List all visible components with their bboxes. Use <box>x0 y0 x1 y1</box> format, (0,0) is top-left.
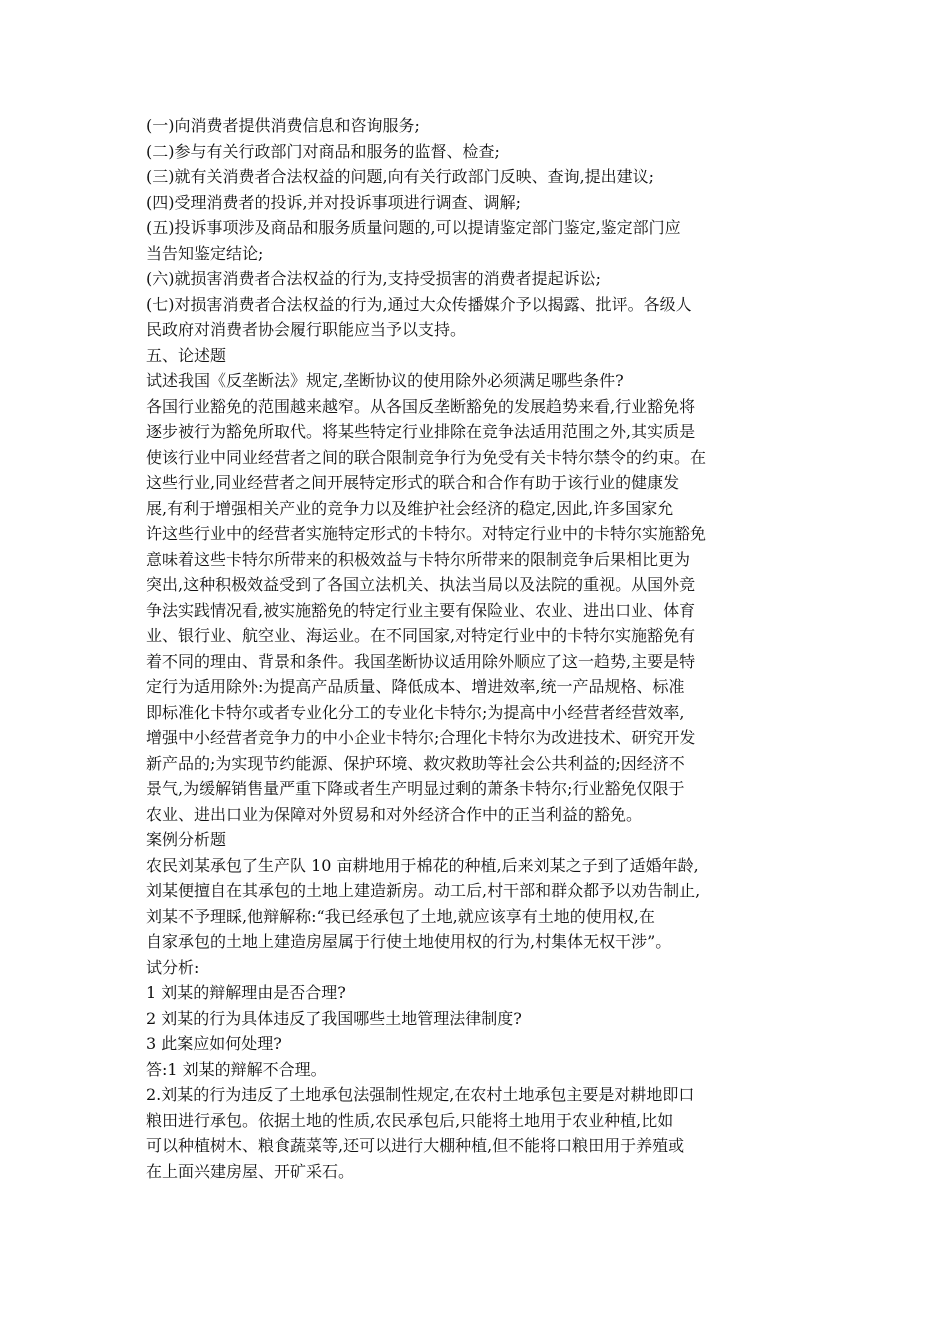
text-line: 在上面兴建房屋、开矿采石。 <box>146 1161 355 1181</box>
text-line: (五)投诉事项涉及商品和服务质量问题的,可以提请鉴定部门鉴定,鉴定部门应 <box>146 218 681 237</box>
text-line: 刘某不予理睬,他辩解称:“我已经承包了土地,就应该享有土地的使用权,在 <box>146 906 655 926</box>
text-line: 2.刘某的行为违反了土地承包法强制性规定,在农村土地承包主要是对耕地即口 <box>146 1085 695 1104</box>
text-line: 新产品的;为实现节约能源、保护环境、救灾救助等社会公共利益的;因经济不 <box>146 753 685 773</box>
essay-question: 试述我国《反垄断法》规定,垄断协议的使用除外必须满足哪些条件? <box>146 371 624 390</box>
text-line: 逐步被行为豁免所取代。将某些特定行业排除在竞争法适用范围之外,其实质是 <box>146 422 696 441</box>
text-line: 自家承包的土地上建造房屋属于行使土地使用权的行为,村集体无权干涉”。 <box>146 932 672 951</box>
answer-line: 答:1 刘某的辩解不合理。 <box>146 1059 327 1079</box>
text-line: (三)就有关消费者合法权益的问题,向有关行政部门反映、查询,提出建议; <box>146 167 655 186</box>
text-line: 许这些行业中的经营者实施特定形式的卡特尔。对特定行业中的卡特尔实施豁免 <box>146 524 707 543</box>
text-line: 定行为适用除外:为提高产品质量、降低成本、增进效率,统一产品规格、标准 <box>146 677 685 696</box>
document-body <box>146 113 811 1184</box>
text-line: (六)就损害消费者合法权益的行为,支持受损害的消费者提起诉讼; <box>146 269 601 288</box>
text-line: 民政府对消费者协会履行职能应当予以支持。 <box>146 320 467 339</box>
text-line: (二)参与有关行政部门对商品和服务的监督、检查; <box>146 141 500 161</box>
text-line: 即标准化卡特尔或者专业化分工的专业化卡特尔;为提高中小经营者经营效率, <box>146 702 685 722</box>
text-line: 增强中小经营者竞争力的中小企业卡特尔;合理化卡特尔为改进技术、研究开发 <box>146 728 696 747</box>
text-line: 着不同的理由、背景和条件。我国垄断协议适用除外顺应了这一趋势,主要是特 <box>146 651 696 671</box>
section-heading-essay: 五、论述题 <box>146 345 227 365</box>
text-line: 试分析: <box>146 957 200 977</box>
section-heading-case: 案例分析题 <box>146 830 227 849</box>
question-item: 2 刘某的行为具体违反了我国哪些土地管理法律制度? <box>146 1008 522 1028</box>
text-line: 各国行业豁免的范围越来越窄。从各国反垄断豁免的发展趋势来看,行业豁免将 <box>146 396 696 416</box>
text-line: 景气,为缓解销售量严重下降或者生产明显过剩的萧条卡特尔;行业豁免仅限于 <box>146 779 685 798</box>
text-line: 农民刘某承包了生产队 10 亩耕地用于棉花的种植,后来刘某之子到了适婚年龄, <box>146 855 699 875</box>
text-line: 争法实践情况看,被实施豁免的特定行业主要有保险业、农业、进出口业、体育 <box>146 600 696 620</box>
text-line: 可以种植树木、粮食蔬菜等,还可以进行大棚种植,但不能将口粮田用于养殖或 <box>146 1136 685 1155</box>
text-line: 业、银行业、航空业、海运业。在不同国家,对特定行业中的卡特尔实施豁免有 <box>146 626 696 645</box>
text-line: 农业、进出口业为保障对外贸易和对外经济合作中的正当利益的豁免。 <box>146 804 643 824</box>
text-line: (四)受理消费者的投诉,并对投诉事项进行调查、调解; <box>146 192 521 212</box>
text-line: (一)向消费者提供消费信息和咨询服务; <box>146 116 420 135</box>
text-line: 意味着这些卡特尔所带来的积极效益与卡特尔所带来的限制竞争后果相比更为 <box>146 549 691 569</box>
question-item: 1 刘某的辩解理由是否合理? <box>146 983 346 1002</box>
text-line: 当告知鉴定结论; <box>146 243 264 263</box>
text-line: 突出,这种积极效益受到了各国立法机关、执法当局以及法院的重视。从国外竞 <box>146 575 696 594</box>
text-line: (七)对损害消费者合法权益的行为,通过大众传播媒介予以揭露、批评。各级人 <box>146 294 692 314</box>
text-line: 使该行业中同业经营者之间的联合限制竞争行为免受有关卡特尔禁令的约束。在 <box>146 447 707 467</box>
text-line: 粮田进行承包。依据土地的性质,农民承包后,只能将土地用于农业种植,比如 <box>146 1110 674 1130</box>
text-line: 展,有利于增强相关产业的竞争力以及维护社会经济的稳定,因此,许多国家允 <box>146 498 674 518</box>
text-line: 刘某便擅自在其承包的土地上建造新房。动工后,村干部和群众都予以劝告制止, <box>146 881 701 900</box>
question-item: 3 此案应如何处理? <box>146 1034 282 1053</box>
text-line: 这些行业,同业经营者之间开展特定形式的联合和合作有助于该行业的健康发 <box>146 473 680 492</box>
